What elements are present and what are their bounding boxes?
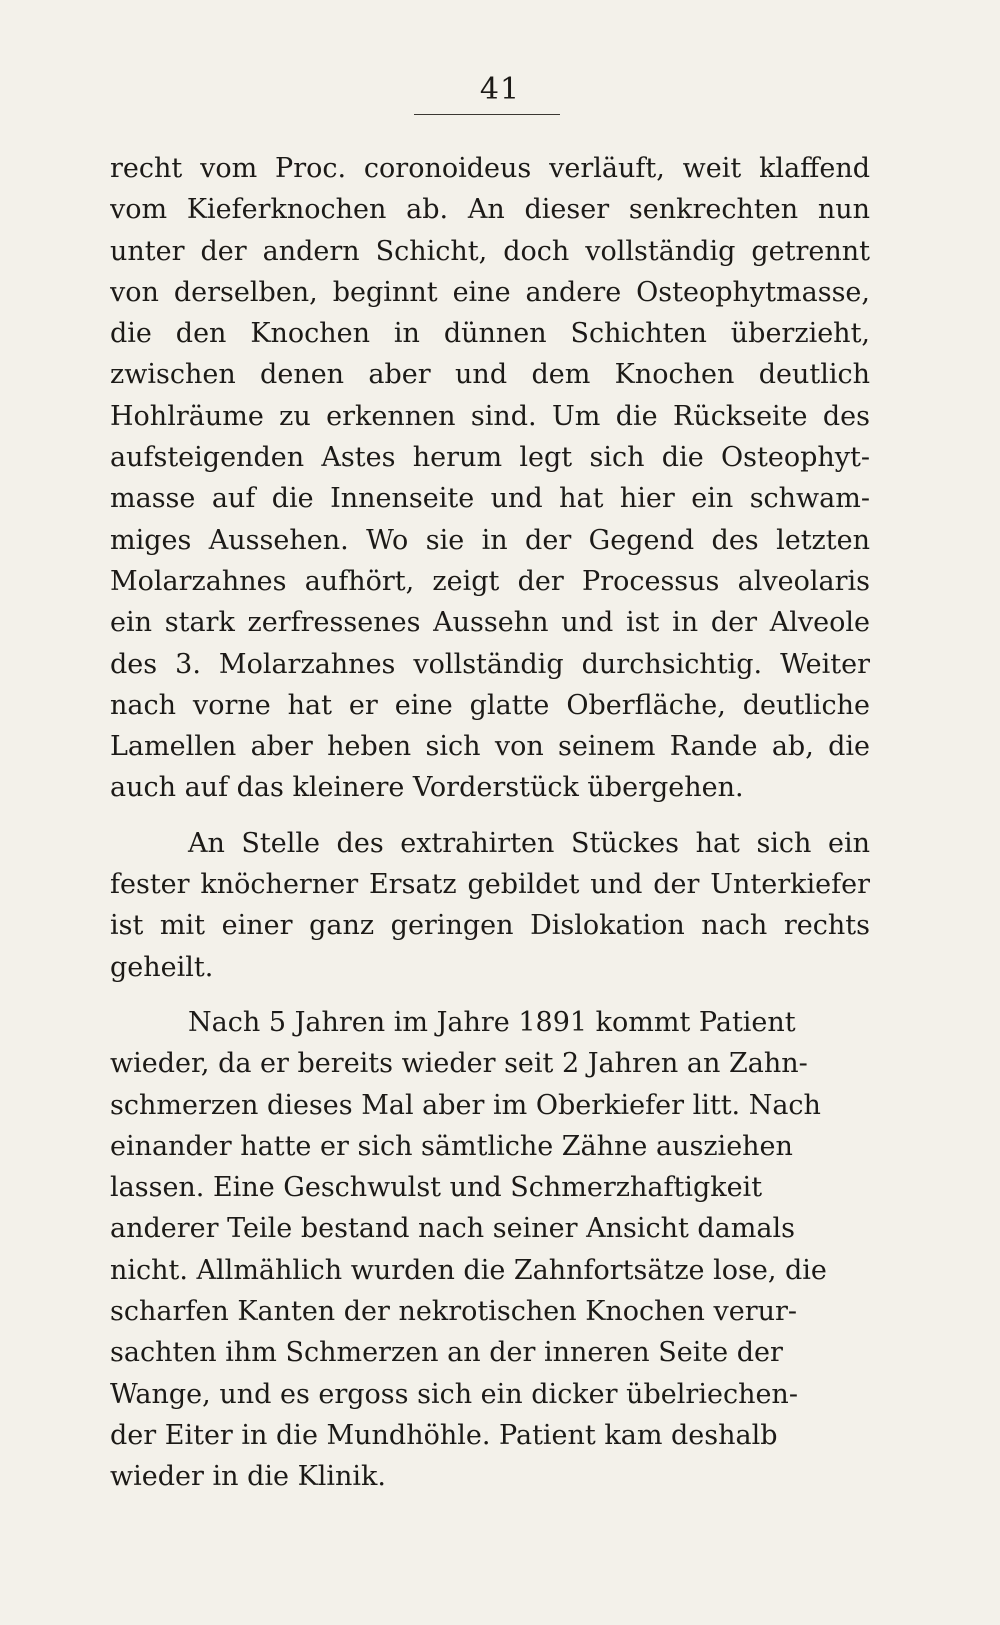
text-line: lassen. Eine Geschwulst und Schmerzhaftigkeit: [110, 1172, 763, 1204]
text-line: des 3. Molarzahnes vollständig durchsichtig. Weiter: [110, 648, 870, 680]
text-line: die den Knochen in dünnen Schichten überzieht,: [110, 318, 870, 350]
text-line: ist mit einer ganz geringen Dislokation nach rechts: [110, 910, 870, 942]
text-line: miges Aussehen. Wo sie in der Gegend des letzten: [110, 524, 870, 556]
header-rule: [414, 114, 560, 115]
text-line: nicht. Allmählich wurden die Zahnfortsätze lose, die: [110, 1254, 827, 1286]
text-line: Hohlräume zu erkennen sind. Um die Rückseite des: [110, 400, 870, 432]
text-line: Lamellen aber heben sich von seinem Rande ab, die: [110, 731, 870, 763]
page-number: 41: [479, 72, 521, 107]
text-line: von derselben, beginnt eine andere Osteophytmasse,: [110, 276, 870, 308]
text-line: anderer Teile bestand nach seiner Ansicht damals: [110, 1213, 795, 1245]
text-line: der Eiter in die Mundhöhle. Patient kam deshalb: [110, 1419, 778, 1451]
body-text: [110, 148, 870, 1498]
text-line: Nach 5 Jahren im Jahre 1891 kommt Patient: [188, 1006, 796, 1038]
text-line: wieder, da er bereits wieder seit 2 Jahren an Zahn-: [110, 1048, 808, 1080]
text-line: wieder in die Klinik.: [110, 1461, 386, 1493]
text-line: An Stelle des extrahirten Stückes hat sich ein: [188, 827, 870, 859]
paragraph-1: [110, 148, 870, 809]
text-line: Wange, und es ergoss sich ein dicker übelriechen-: [110, 1378, 798, 1410]
paragraph-3: [110, 1002, 870, 1498]
text-line: vom Kieferknochen ab. An dieser senkrechten nun: [110, 194, 870, 226]
paragraph-2: [110, 823, 870, 988]
text-line: masse auf die Innenseite und hat hier ein schwam-: [110, 483, 870, 515]
text-line: fester knöcherner Ersatz gebildet und der Unterkiefer: [110, 869, 870, 901]
text-line: einander hatte er sich sämtliche Zähne ausziehen: [110, 1130, 793, 1162]
text-line: sachten ihm Schmerzen an der inneren Seite der: [110, 1337, 783, 1369]
text-line: aufsteigenden Astes herum legt sich die Osteophyt-: [110, 442, 870, 474]
text-line: nach vorne hat er eine glatte Oberfläche, deutliche: [110, 689, 870, 721]
text-line: ein stark zerfressenes Aussehn und ist in der Alveole: [110, 607, 870, 639]
text-line: auch auf das kleinere Vorderstück übergehen.: [110, 772, 744, 804]
text-line: scharfen Kanten der nekrotischen Knochen verur-: [110, 1296, 798, 1328]
text-line: schmerzen dieses Mal aber im Oberkiefer litt. Nach: [110, 1089, 821, 1121]
text-line: unter der andern Schicht, doch vollständig getrennt: [110, 235, 870, 267]
text-line: zwischen denen aber und dem Knochen deutlich: [110, 359, 870, 391]
text-line: Molarzahnes aufhört, zeigt der Processus alveolaris: [110, 565, 870, 597]
text-line: recht vom Proc. coronoideus verläuft, weit klaffend: [110, 153, 870, 184]
text-line: geheilt.: [110, 951, 214, 983]
